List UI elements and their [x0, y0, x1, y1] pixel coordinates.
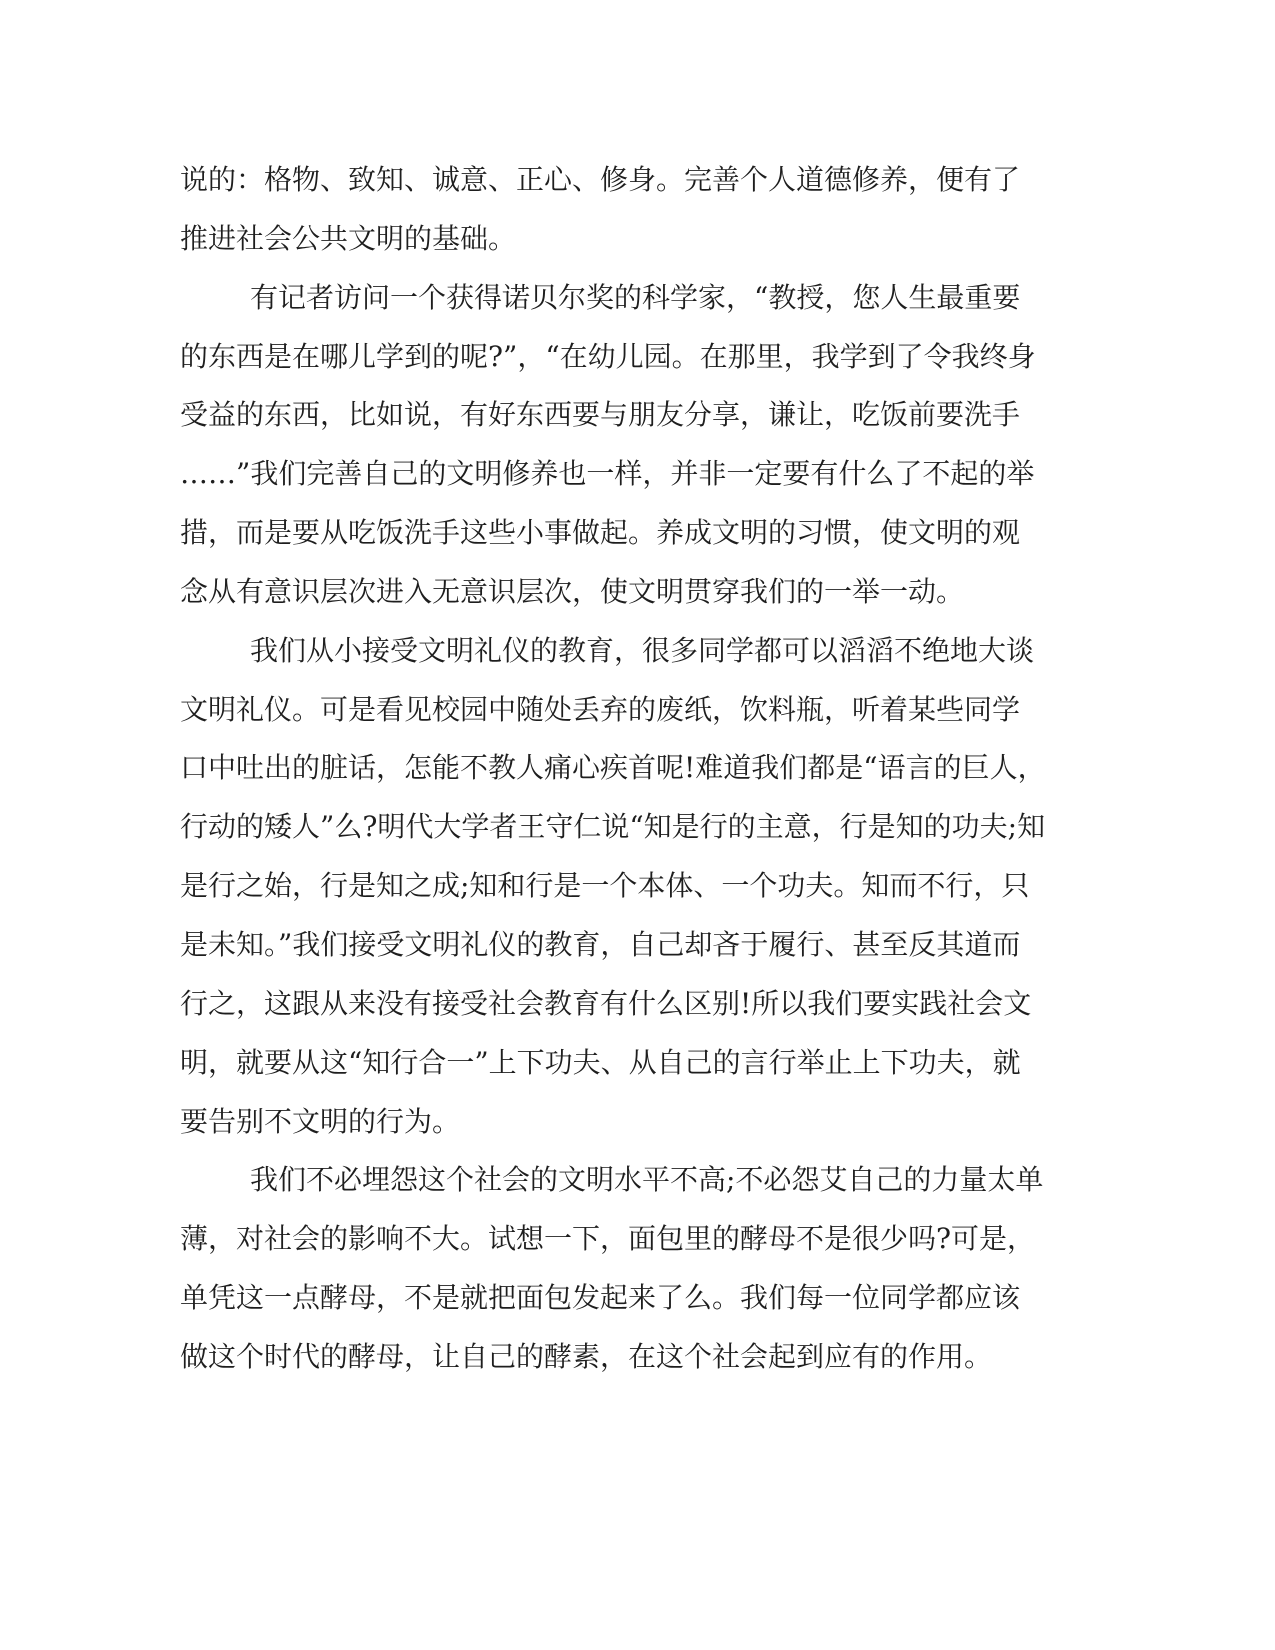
document-body: [180, 151, 1060, 1387]
text-line: 单凭这一点酵母，不是就把面包发起来了么。我们每一位同学都应该: [180, 1281, 1021, 1315]
paragraph-4: [180, 1151, 1060, 1386]
text-line: 行之，这跟从来没有接受社会教育有什么区别!所以我们要实践社会文: [180, 986, 1032, 1020]
text-line: 有记者访问一个获得诺贝尔奖的科学家，“教授，您人生最重要: [250, 280, 1021, 314]
text-line: 口中吐出的脏话，怎能不教人痛心疾首呢!难道我们都是“语言的巨人，: [180, 751, 1046, 785]
text-line: 行动的矮人”么?明代大学者王守仁说“知是行的主意，行是知的功夫;知: [180, 810, 1046, 844]
paragraph-2: [180, 269, 1060, 622]
text-line: 文明礼仪。可是看见校园中随处丢弃的废纸，饮料瓶，听着某些同学: [180, 692, 1021, 726]
text-line: 我们从小接受文明礼仪的教育，很多同学都可以滔滔不绝地大谈: [250, 633, 1035, 667]
text-line: 是未知。”我们接受文明礼仪的教育，自己却吝于履行、甚至反其道而: [180, 927, 1021, 961]
text-line: 念从有意识层次进入无意识层次，使文明贯穿我们的一举一动。: [180, 574, 965, 608]
text-line: 的东西是在哪儿学到的呢?”，“在幼儿园。在那里，我学到了令我终身: [180, 339, 1036, 373]
paragraph-1: [180, 151, 1060, 269]
text-line: 要告别不文明的行为。: [180, 1104, 461, 1138]
text-line: 是行之始，行是知之成;知和行是一个本体、一个功夫。知而不行，只: [180, 869, 1030, 903]
text-line: 做这个时代的酵母，让自己的酵素，在这个社会起到应有的作用。: [180, 1339, 993, 1373]
text-line: ……”我们完善自己的文明修养也一样，并非一定要有什么了不起的举: [180, 457, 1035, 491]
text-line: 薄，对社会的影响不大。试想一下，面包里的酵母不是很少吗?可是，: [180, 1222, 1036, 1256]
paragraph-3: [180, 622, 1060, 1152]
text-line: 说的：格物、致知、诚意、正心、修身。完善个人道德修养，便有了: [180, 163, 1021, 196]
text-line: 推进社会公共文明的基础。: [180, 221, 517, 255]
text-line: 措，而是要从吃饭洗手这些小事做起。养成文明的习惯，使文明的观: [180, 516, 1021, 550]
text-line: 明，就要从这“知行合一”上下功夫、从自己的言行举止上下功夫，就: [180, 1045, 1021, 1079]
text-line: 我们不必埋怨这个社会的文明水平不高;不必怨艾自己的力量太单: [250, 1163, 1044, 1197]
text-line: 受益的东西，比如说，有好东西要与朋友分享，谦让，吃饭前要洗手: [180, 398, 1021, 432]
